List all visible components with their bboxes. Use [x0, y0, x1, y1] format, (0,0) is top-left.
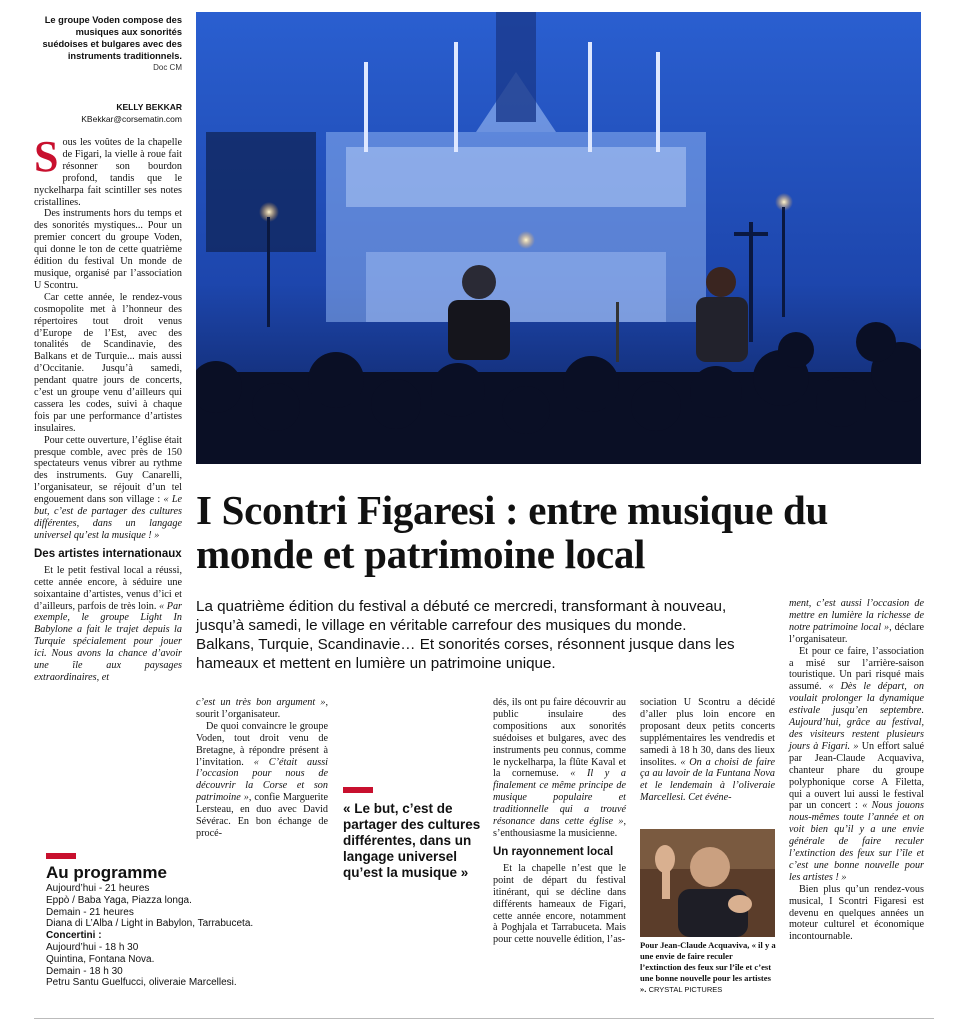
photo-caption [34, 14, 182, 74]
programme-list [46, 883, 286, 989]
text-run: , déclare l’organisateur. [789, 621, 924, 645]
article-column-1 [34, 132, 183, 684]
programme-box [46, 853, 286, 989]
author-email: KBekkar@corsematin.com [81, 114, 182, 124]
photo-caption-text: Le groupe Voden compose des musiques aux sonorités suédoises et bulgares avec des instruments traditionnels. [42, 15, 182, 61]
article-column-3 [493, 697, 626, 946]
article-column-2 [196, 697, 328, 840]
lead-paragraph: La quatrième édition du festival a débuté ce mercredi, transformant à nouveau, jusqu’à samedi, le village en véritable carrefour des musiques du monde. Balkans, Turquie, Scandinavie… Et sonorités corses, résonnent jusque dans les hameaux et mettent en lumière un patrimoine unique. [196, 598, 735, 672]
programme-title: Au programme [46, 863, 167, 882]
quote-run: « Par exemple, le groupe Light In Babylone a fait le trajet depuis la Turquie spécialement pour jouer ici. Nous avons la chance d’avoir une île aux paysages extraordinaires, et [34, 600, 183, 683]
programme-line: Diana di L’Alba / Light in Babylon, Tarrabuceta. [46, 918, 254, 930]
photo-credit: Doc CM [153, 63, 182, 72]
text-run: Et le petit festival local a réussi, cette année encore, à séduire une soixantaine d’artistes, venus d’ici et d’ailleurs, parfois de très loin. [34, 564, 182, 612]
quote-run: « On a choisi de faire ça au lavoir de la Funtana Nova et le lendemain à l’oliveraie Marcellesi. Cet événe- [640, 756, 776, 804]
article-column-5 [789, 598, 924, 943]
section-subhead: Des artistes internationaux [34, 547, 182, 560]
paragraph: Bien plus qu’un rendez-vous musical, I Scontri Figaresi est devenu en quelques années un moteur culturel et économique incontournable. [789, 883, 924, 943]
text-run: De quoi convaincre le groupe Voden, tout droit venu de Bretagne, à répondre présent à l’invitation. [196, 720, 328, 768]
text-run: sociation U Scontru a décidé d’aller plus loin encore en proposant deux petits concerts supplémentaires les vendredis et samedi à 18 h 30, dans des lieux insolites. [640, 697, 775, 768]
paragraph [34, 435, 182, 542]
programme-line: Quintina, Fontana Nova. [46, 953, 155, 965]
programme-line: Petru Santu Guelfucci, oliveraie Marcellesi. [46, 977, 237, 989]
quote-run: « Le but, c’est de partager des cultures différentes, dans un langage universel qu’est la musique ! » [34, 494, 183, 541]
acquaviva-photo [640, 829, 775, 937]
paragraph: Car cette année, le rendez-vous cosmopolite met à l’honneur des répertoires tout droit venus d’Europe de l’Est, avec des tonalités de Scandinavie, des Balkans et de Turquie... mais aussi d’Occitanie. Jusqu’à samedi, pendant quatre jours de concerts, c’est un groupe venu d’ailleurs qui cassera les codes, suivi à chaque fois par une performance d’artistes insulaires. [34, 291, 182, 434]
bottom-rule [34, 1018, 934, 1019]
quote-run: « C’était aussi l’occasion pour nous de découvrir la Corse et son patrimoine » [196, 756, 328, 804]
text-run: Pour cette ouverture, l’église était presque comble, avec près de 150 spectateurs venus vibrer au rythme des instruments. Guy Canarelli, l’organisateur, se réjouit d’un tel engouement dans son village : [34, 434, 182, 506]
paragraph: Et la chapelle n’est que le point de départ du festival itinérant, qui se décline dans différents hameaux de Figari, cette année encore, notamment à Poghjala et Tarrabuceta. Mais pour cette nouvelle édition, l’as- [493, 862, 626, 946]
programme-line: Aujourd’hui - 21 heures [46, 883, 150, 894]
drop-cap: S [34, 132, 59, 181]
programme-line: Demain - 21 heures [46, 906, 134, 918]
concert-photo [196, 12, 921, 464]
text-run: , sourit l’organisateur. [196, 697, 328, 720]
paragraph [493, 697, 626, 840]
text-run: , s’enthousiasme la musicienne. [493, 816, 626, 839]
headline: I Scontri Figaresi : entre musique du monde et patrimoine local [196, 487, 829, 577]
programme-subtitle: Concertini : [46, 930, 102, 942]
inset-credit: CRYSTAL PICTURES [648, 985, 723, 994]
paragraph: ous les voûtes de la chapelle de Figari, la vielle à roue fait résonner son bourdon profond, tandis que le nyckelharpa fait scintiller ses notes cristallines. [34, 137, 182, 208]
inset-caption [640, 940, 776, 995]
article-column-4 [640, 697, 775, 804]
paragraph: Des instruments hors du temps et des sonorités mystiques... Pour un premier concert du groupe Voden, qui donne le ton de cette quatrième édition du festival Un monde de musique, organisé par l’association U Scontru. [34, 208, 182, 291]
paragraph [196, 697, 328, 721]
text-run: dés, ils ont pu faire découvrir au public insulaire des compositions aux sonorités suédoises et bulgares, avec des instruments peu connus, comme le nyckelharpa, la flûte Kaval et la cornemuse. [493, 697, 626, 780]
paragraph [640, 697, 775, 804]
accent-bar [46, 853, 76, 859]
paragraph [34, 565, 182, 684]
quote-run: « Dès le départ, on voulait prolonger la dynamique estivale jusqu’en septembre. Aujourd’hui, grâce au festival, des visiteurs restent plusieurs jours à Figari. » [789, 681, 924, 752]
author-name: KELLY BEKKAR [116, 102, 182, 112]
quote-run: « Nous jouons nous-mêmes toute l’année et on voit bien qu’il y a une envie générale de faire reculer l’extinction des feux sur l’île et c’est une bonne nouvelle pour les artistes ! » [789, 800, 924, 883]
text-run: Et pour ce faire, l’association a misé sur l’arrière-saison touristique. Un pari risqué mais assumé. [789, 645, 924, 693]
text-run: Un effort salué par Jean-Claude Acquaviva, chanteur phare du groupe polyphonique corse A Filetta, qui a ouvert lui aussi le festival par un concert : [789, 740, 925, 812]
pull-quote-text: « Le but, c’est de partager des cultures différentes, dans un langage universel qu’est la musique » [343, 801, 481, 880]
quote-run: ment, c’est aussi l’occasion de mettre en lumière la richesse de notre patrimoine local » [789, 598, 924, 633]
inset-caption-text: Pour Jean-Claude Acquaviva, « il y a une envie de faire reculer l’extinction des feux sur l’île et c’est une bonne nouvelle pour les artistes ». [640, 940, 776, 994]
chapel-concert-image [196, 12, 921, 464]
portrait-image [640, 829, 775, 937]
text-run: , confie Marguerite Lersteau, en duo avec David Sévérac. En bon échange de procé- [196, 792, 328, 839]
paragraph [789, 598, 924, 646]
quote-run: « Il y a finalement ce même principe de musique populaire et traditionnelle qui a trouvé résonance dans cette église » [493, 768, 627, 828]
paragraph [196, 721, 328, 840]
programme-line: Eppò / Baba Yaga, Piazza longa. [46, 894, 192, 906]
paragraph [789, 646, 924, 884]
programme-line: Aujourd’hui - 18 h 30 [46, 941, 139, 953]
section-subhead: Un rayonnement local [493, 845, 614, 858]
accent-bar [343, 787, 373, 793]
byline [34, 101, 182, 125]
programme-line: Demain - 18 h 30 [46, 965, 123, 977]
pull-quote [343, 787, 483, 881]
quote-run: c’est un très bon argument » [196, 697, 326, 708]
